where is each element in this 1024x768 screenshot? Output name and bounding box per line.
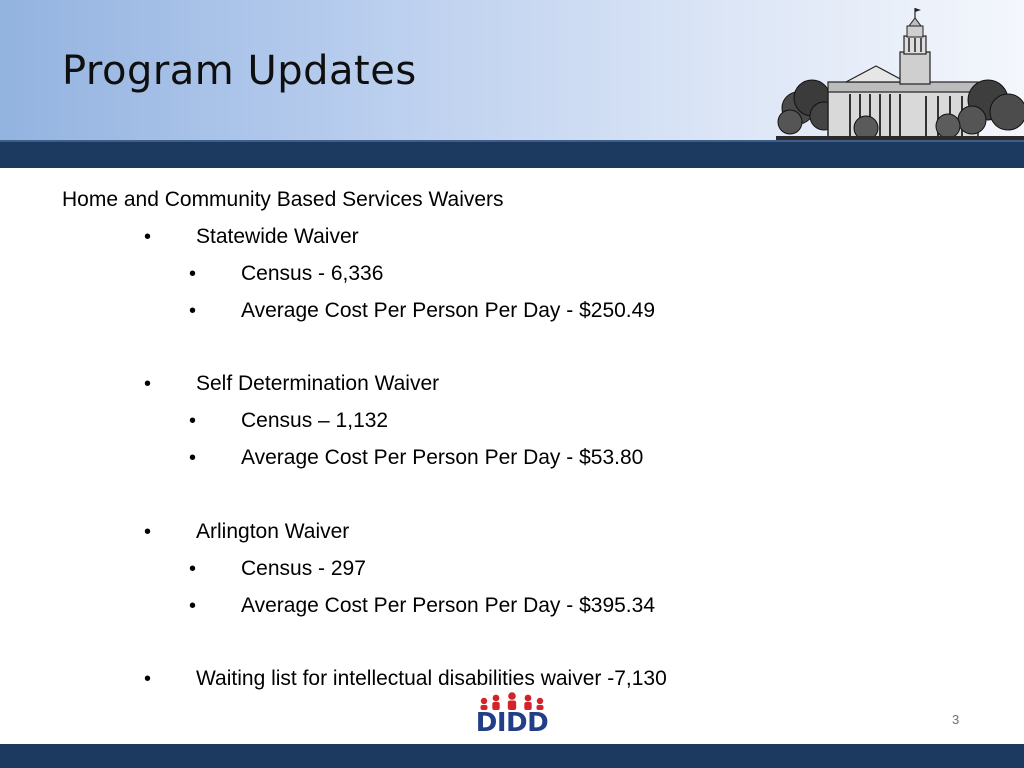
slide-header [0, 0, 1024, 140]
bullet-icon: • [144, 373, 152, 395]
didd-logo [470, 692, 554, 740]
capitol-building-image [776, 4, 1024, 140]
waiver-name: Self Determination Waiver [196, 372, 440, 395]
waiver-average-cost: Average Cost Per Person Per Day - $395.34 [241, 594, 656, 617]
bullet-icon: • [189, 447, 197, 469]
bullet-icon: • [189, 595, 197, 617]
bullet-icon: • [189, 263, 197, 285]
header-divider-band [0, 140, 1024, 168]
waiver-name: Arlington Waiver [196, 520, 350, 543]
waiver-name: Statewide Waiver [196, 225, 359, 248]
slide-title: Program Updates [62, 48, 417, 94]
waiver-average-cost: Average Cost Per Person Per Day - $250.49 [241, 299, 656, 322]
waiver-census: Census - 297 [241, 557, 366, 580]
section-heading: Home and Community Based Services Waivers [62, 188, 504, 211]
waiver-census: Census – 1,132 [241, 409, 389, 432]
bullet-icon: • [144, 668, 152, 690]
bullet-icon: • [189, 558, 197, 580]
bullet-icon: • [144, 521, 152, 543]
waiting-list-item: Waiting list for intellectual disabilities waiver -7,130 [196, 667, 667, 690]
footer-band [0, 744, 1024, 768]
logo-text: DIDD [475, 708, 549, 738]
bullet-icon: • [189, 410, 197, 432]
bullet-icon: • [144, 226, 152, 248]
waiver-average-cost: Average Cost Per Person Per Day - $53.80 [241, 446, 644, 469]
page-number: 3 [952, 712, 960, 727]
bullet-icon: • [189, 300, 197, 322]
waiver-census: Census - 6,336 [241, 262, 384, 285]
